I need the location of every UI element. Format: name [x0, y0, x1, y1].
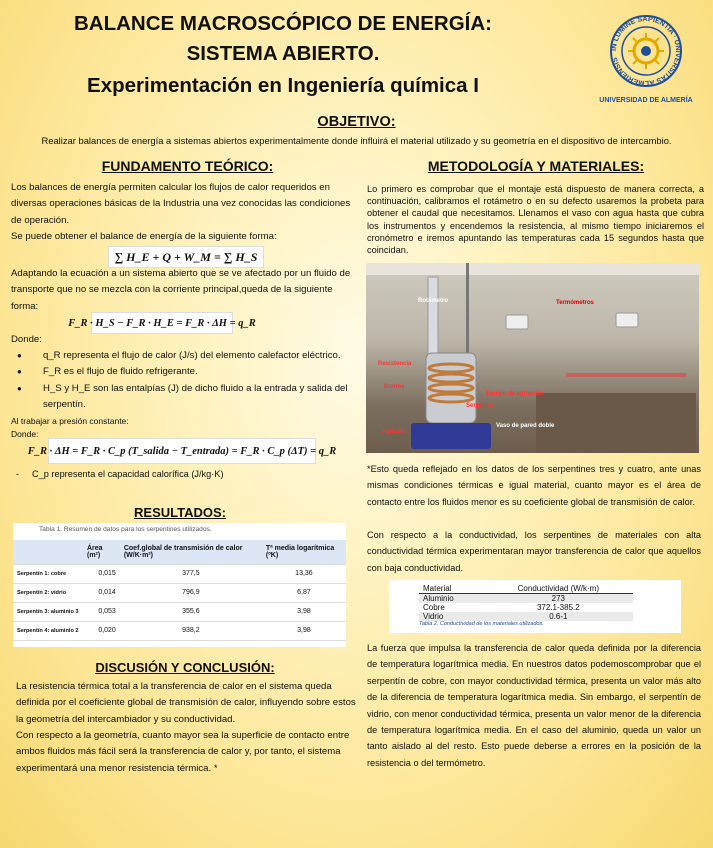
equation-energy-balance: ∑ H_E + Q + W_M = ∑ H_S [108, 246, 264, 268]
discusion-p1: La resistencia térmica total a la transferencia de calor en el sistema queda definida por el coeficiente global de transmisión de calor, influyendo sobre estos la geometría del intercambiador y su conductividad. [16, 681, 356, 725]
title-line-1: BALANCE MACROSCÓPICO DE ENERGÍA: [74, 12, 492, 35]
table-row: Cobre 372.1-385.2 [423, 603, 580, 612]
table-header-row: Área (m²) Coef.global de transmisión de calor (W/K·m²) Tª media logarítmica (ºK) [13, 540, 346, 564]
presion-label: Al trabajar a presión constante: [11, 416, 129, 426]
metodologia-heading: METODOLOGÍA Y MATERIALES: [427, 158, 645, 174]
fundamento-heading: FUNDAMENTO TEÓRICO: [101, 158, 274, 174]
bullet-icon: ● [17, 383, 22, 393]
table-row: Serpentín 3: aluminio 3 0,053 355,6 3,98 [13, 602, 346, 621]
metodologia-p4: La fuerza que impulsa la transferencia de calor queda definida por la diferencia de temperatura logarítmica media. En nuestros datos podemoscomprobar que el serpentín de cobre, con mayor conductividad térmica, presenta un valor más alto de la diferencia de temperatura logarítmica media. Sin embargo, el serpentín de vidrio, con menor conductividad térmica, presenta un valor menor de la diferencia de temperatura logarítmica media. En el caso del aluminio, queda un valor un tanto aislado al del resto. Esto puede deberse a errores en la posición de la resistencia o del termómetro. [367, 643, 701, 768]
logo-caption: UNIVERSIDAD DE ALMERÍA [599, 97, 693, 104]
cp-note: - C_p representa el capacidad calorífica (J/kg·K) [16, 469, 224, 479]
experiment-photo [366, 263, 699, 453]
donde-label-2: Donde: [11, 429, 39, 439]
metodologia-p1: Lo primero es comprobar que el montaje está dispuesto de manera correcta, a continuación, calibramos el rotámetro o en su defecto usaremos la probeta para obtener el caudal que necesitamos. Llenamos el vaso con agua hasta que cubra los instrumentos y encendemos la resistencia, al mismo tiempo iniciaremos el cronómetro e iremos apuntando las temperaturas cada 15 segundos hasta que coincidan. [367, 184, 704, 256]
photo-label: Bomba [384, 384, 405, 390]
conductivity-table-caption: Tabla 2. Conductividad de los materiales utilizados. [419, 621, 544, 627]
university-logo [596, 14, 696, 102]
table-row: Aluminio 273 [419, 594, 633, 604]
metodologia-p3: Con respecto a la conductividad, los serpentines de materiales con alta conductividad térmica experimentaran mayor transferencia de calor que aquellos con baja conductividad. [367, 530, 701, 573]
table-row: Serpentín 4: aluminio 2 0,020 938,2 3,98 [13, 621, 346, 640]
svg-text:IN LUMINE SAPIENTIA · UNIVERSI: IN LUMINE SAPIENTIA · UNIVERSITAS ALMERIENSIS [608, 14, 684, 88]
discusion-heading: DISCUSIÓN Y CONCLUSIÓN: [95, 660, 275, 675]
title-line-3: Experimentación en Ingeniería química I [87, 74, 479, 97]
table-header-row: Material Conductividad (W/k·m) [419, 584, 633, 594]
bullet-icon: ● [17, 367, 22, 377]
university-seal-icon [596, 14, 696, 88]
title-line-2: SISTEMA ABIERTO. [186, 42, 380, 65]
fundamento-p2: Se puede obtener el balance de energía de la siguiente forma: [11, 231, 277, 242]
conductivity-table [419, 584, 633, 621]
photo-label: Serpentín [466, 403, 494, 409]
results-table-panel [13, 523, 346, 647]
photo-label: Agitador [382, 429, 407, 435]
list-item: ● F_R es el flujo de fluido refrigerante. [11, 364, 361, 380]
results-table-caption: Tabla 1. Resumen de datos para los serpentines utilizados. [39, 526, 212, 533]
list-item: ● H_S y H_E son las entalpías (J) de dicho fluido a la entrada y salida del serpentín. [11, 381, 361, 414]
photo-label: Vaso de pared doble [496, 423, 555, 429]
photo-label: Resistencia [378, 361, 412, 367]
equation-open-system: F_R · H_S − F_R · H_E = F_R · ΔH = q_R [91, 312, 233, 334]
photo-label: Termómetros [556, 300, 594, 306]
results-table [13, 540, 346, 641]
photo-label: Rotámetro [418, 298, 449, 304]
equation-heat-capacity: F_R · ΔH = F_R · C_p (T_salida − T_entrada) = F_R · C_p (ΔT) = q_R [48, 438, 316, 464]
table-row: Vidrio 0.6-1 [419, 612, 633, 621]
bullet-icon: ● [17, 351, 22, 360]
table-row: Serpentín 2: vidrio 0,014 796,9 6,87 [13, 583, 346, 602]
metodologia-p2: *Esto queda reflejado en los datos de los serpentines tres y cuatro, ante unas mismas condiciones térmicas e igual material, cuanto mayor es el área de contacto entre los fluidos menor es su coeficiente global de transmisión de calor. [367, 464, 701, 507]
donde-label-1: Donde: [11, 334, 42, 345]
photo-label: Equipo de agitación [486, 391, 544, 397]
objetivo-heading: OBJETIVO: [317, 114, 396, 130]
table-row: Serpentín 1: cobre 0,015 377,5 13,36 [13, 564, 346, 583]
list-item: ● q_R representa el flujo de calor (J/s) del elemento calefactor eléctrico. [11, 348, 361, 364]
objetivo-text: Realizar balances de energía a sistemas abiertos experimentalmente donde influirá el material utilizado y su geometría en el dispositivo de intercambio. [41, 135, 672, 146]
resultados-heading: RESULTADOS: [134, 505, 226, 520]
fundamento-p3: Adaptando la ecuación a un sistema abierto que se ve afectado por un fluido de transporte que no se mezcla con la corriente principal,queda de la siguiente forma: [11, 268, 351, 312]
conductivity-table-panel [389, 580, 681, 633]
fundamento-p1: Los balances de energía permiten calcular los flujos de calor requeridos en diversas operaciones básicas de la Industria una vez conocidas las condiciones de operación. [11, 182, 351, 226]
variables-list [11, 348, 361, 414]
discusion-p2: Con respecto a la geometría, cuanto mayor sea la superficie de contacto entre ambos fluidos más fácil será la transferencia de calor y, por tanto, el sistema experimentará una menor resistencia térmica. * [16, 730, 350, 774]
